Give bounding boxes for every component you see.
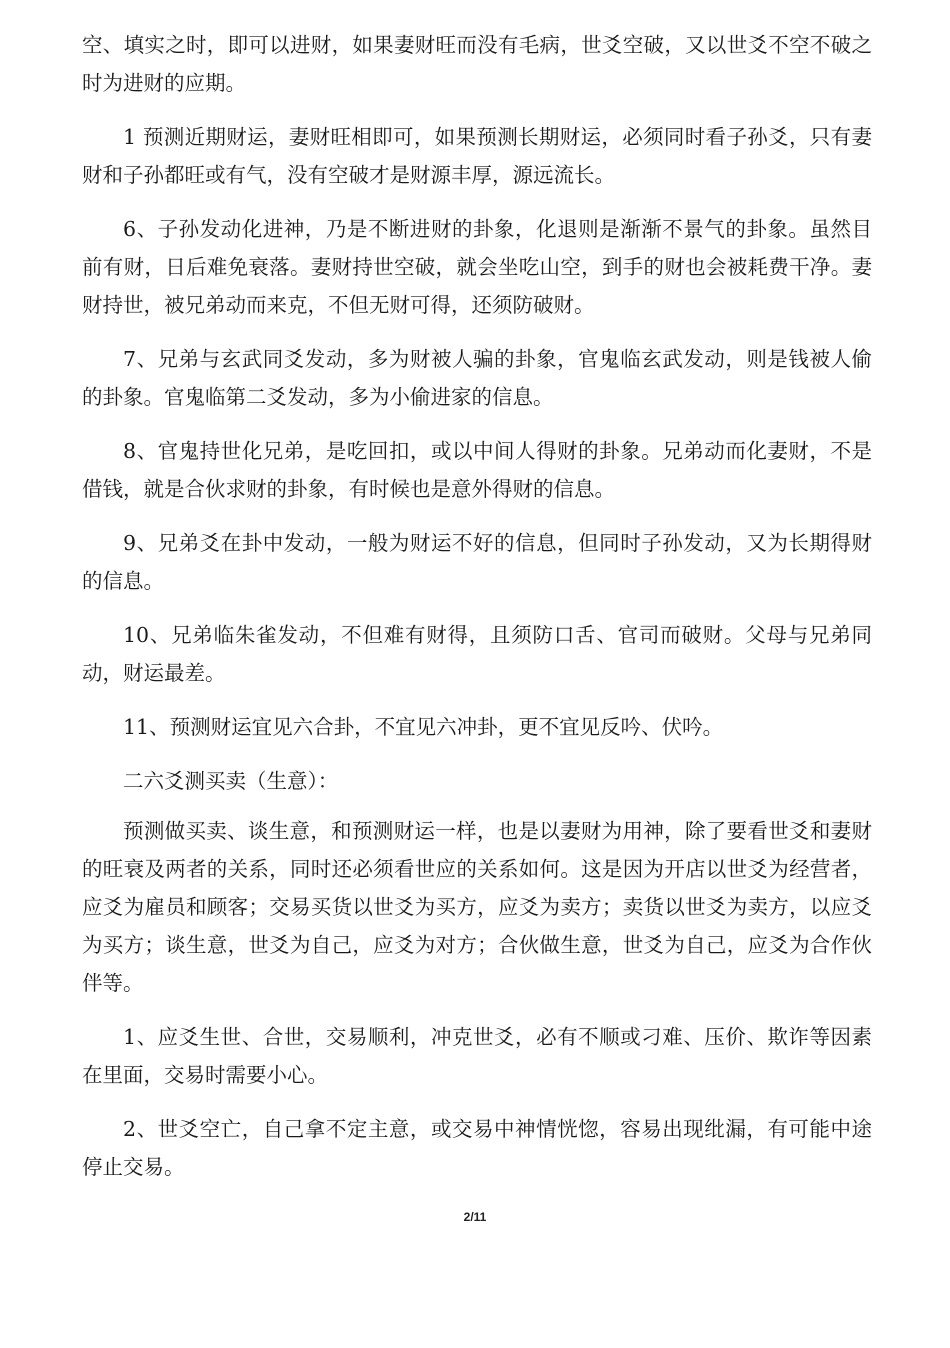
paragraph-3: 6、子孙发动化进神，乃是不断进财的卦象，化退则是渐渐不景气的卦象。虽然目前有财，日后难免衰落。妻财持世空破，就会坐吃山空，到手的财也会被耗费干净。妻财持世，被兄弟动而来克，不但无财可得，还须防破财。 [82, 217, 872, 317]
paragraph-7: 10、兄弟临朱雀发动，不但难有财得，且须防口舌、官司而破财。父母与兄弟同动，财运最差。 [82, 623, 872, 685]
paragraph-8: 11、预测财运宜见六合卦，不宜见六冲卦，更不宜见反吟、伏吟。 [123, 715, 724, 739]
document-body [82, 26, 872, 1202]
paragraph-6: 9、兄弟爻在卦中发动，一般为财运不好的信息，但同时子孙发动，又为长期得财的信息。 [82, 531, 872, 593]
paragraph-9: 预测做买卖、谈生意，和预测财运一样，也是以妻财为用神，除了要看世爻和妻财的旺衰及两者的关系，同时还必须看世应的关系如何。这是因为开店以世爻为经营者，应爻为雇员和顾客；交易买货以世爻为买方，应爻为卖方；卖货以世爻为卖方，以应爻为买方；谈生意，世爻为自己，应爻为对方；合伙做生意，世爻为自己，应爻为合作伙伴等。 [82, 819, 872, 995]
paragraph-5: 8、官鬼持世化兄弟，是吃回扣，或以中间人得财的卦象。兄弟动而化妻财，不是借钱，就是合伙求财的卦象，有时候也是意外得财的信息。 [82, 439, 872, 501]
section-heading: 二六爻测买卖（生意）： [123, 769, 339, 793]
page-number: 2/11 [463, 1210, 487, 1224]
paragraph-10: 1、应爻生世、合世，交易顺利，冲克世爻，必有不顺或刁难、压价、欺诈等因素在里面，交易时需要小心。 [82, 1025, 872, 1087]
paragraph-1: 空、填实之时，即可以进财，如果妻财旺而没有毛病，世爻空破，又以世爻不空不破之时为进财的应期。 [82, 33, 872, 95]
paragraph-2: 1 预测近期财运，妻财旺相即可，如果预测长期财运，必须同时看子孙爻，只有妻财和子孙都旺或有气，没有空破才是财源丰厚，源远流长。 [82, 125, 872, 187]
paragraph-11: 2、世爻空亡，自己拿不定主意，或交易中神情恍惚，容易出现纰漏，有可能中途停止交易。 [82, 1117, 872, 1179]
paragraph-4: 7、兄弟与玄武同爻发动，多为财被人骗的卦象，官鬼临玄武发动，则是钱被人偷的卦象。官鬼临第二爻发动，多为小偷进家的信息。 [82, 347, 872, 409]
